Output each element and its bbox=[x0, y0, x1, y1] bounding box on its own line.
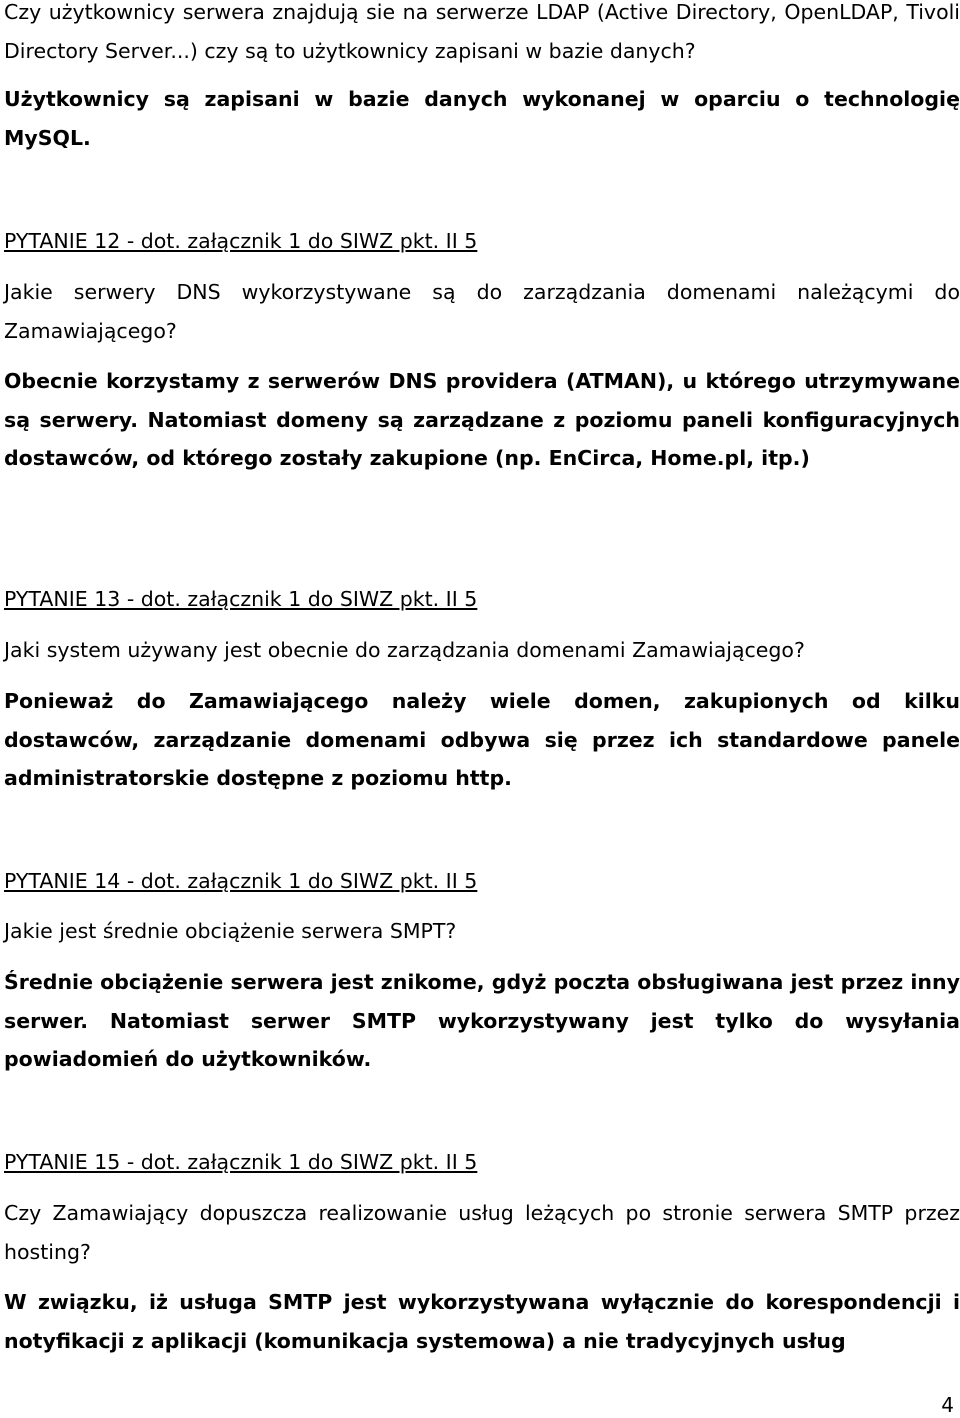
question-14-heading: PYTANIE 14 - dot. załącznik 1 do SIWZ pkt. II 5 bbox=[4, 869, 478, 893]
question-14-text: Jakie jest średnie obciążenie serwera SMPT? bbox=[4, 919, 457, 943]
question-15-answer: W związku, iż usługa SMTP jest wykorzystywana wyłącznie do korespondencji i notyfikacji z aplikacji (komunikacja systemowa) a nie tradycyjnych usług bbox=[4, 1290, 960, 1353]
question-13-text: Jaki system używany jest obecnie do zarządzania domenami Zamawiającego? bbox=[4, 638, 805, 662]
question-12-text: Jakie serwery DNS wykorzystywane są do zarządzania domenami należącymi do Zamawiającego? bbox=[4, 280, 960, 343]
question-15-text: Czy Zamawiający dopuszcza realizowanie usług leżących po stronie serwera SMTP przez hosting? bbox=[4, 1201, 960, 1264]
question-15-heading: PYTANIE 15 - dot. załącznik 1 do SIWZ pkt. II 5 bbox=[4, 1150, 478, 1174]
page-number: 4 bbox=[941, 1393, 954, 1417]
question-12-answer: Obecnie korzystamy z serwerów DNS providera (ATMAN), u którego utrzymywane są serwery. Natomiast domeny są zarządzane z poziomu paneli konfiguracyjnych dostawców, od którego zostały zakupione (np. EnCirca, Home.pl, itp.) bbox=[4, 369, 960, 470]
question-13-answer: Ponieważ do Zamawiającego należy wiele domen, zakupionych od kilku dostawców, zarządzanie domenami odbywa się przez ich standardowe panele administratorskie dostępne z poziomu http. bbox=[4, 689, 960, 790]
question-14-answer: Średnie obciążenie serwera jest znikome, gdyż poczta obsługiwana jest przez inny serwer. Natomiast serwer SMTP wykorzystywany jest tylko do wysyłania powiadomień do użytkowników. bbox=[4, 970, 960, 1071]
intro-answer: Użytkownicy są zapisani w bazie danych wykonanej w oparciu o technologię MySQL. bbox=[4, 87, 960, 150]
question-13-heading: PYTANIE 13 - dot. załącznik 1 do SIWZ pkt. II 5 bbox=[4, 587, 478, 611]
intro-question: Czy użytkownicy serwera znajdują sie na serwerze LDAP (Active Directory, OpenLDAP, Tivoli Directory Server...) czy są to użytkownicy zapisani w bazie danych? bbox=[4, 0, 960, 63]
question-12-heading: PYTANIE 12 - dot. załącznik 1 do SIWZ pkt. II 5 bbox=[4, 229, 478, 253]
